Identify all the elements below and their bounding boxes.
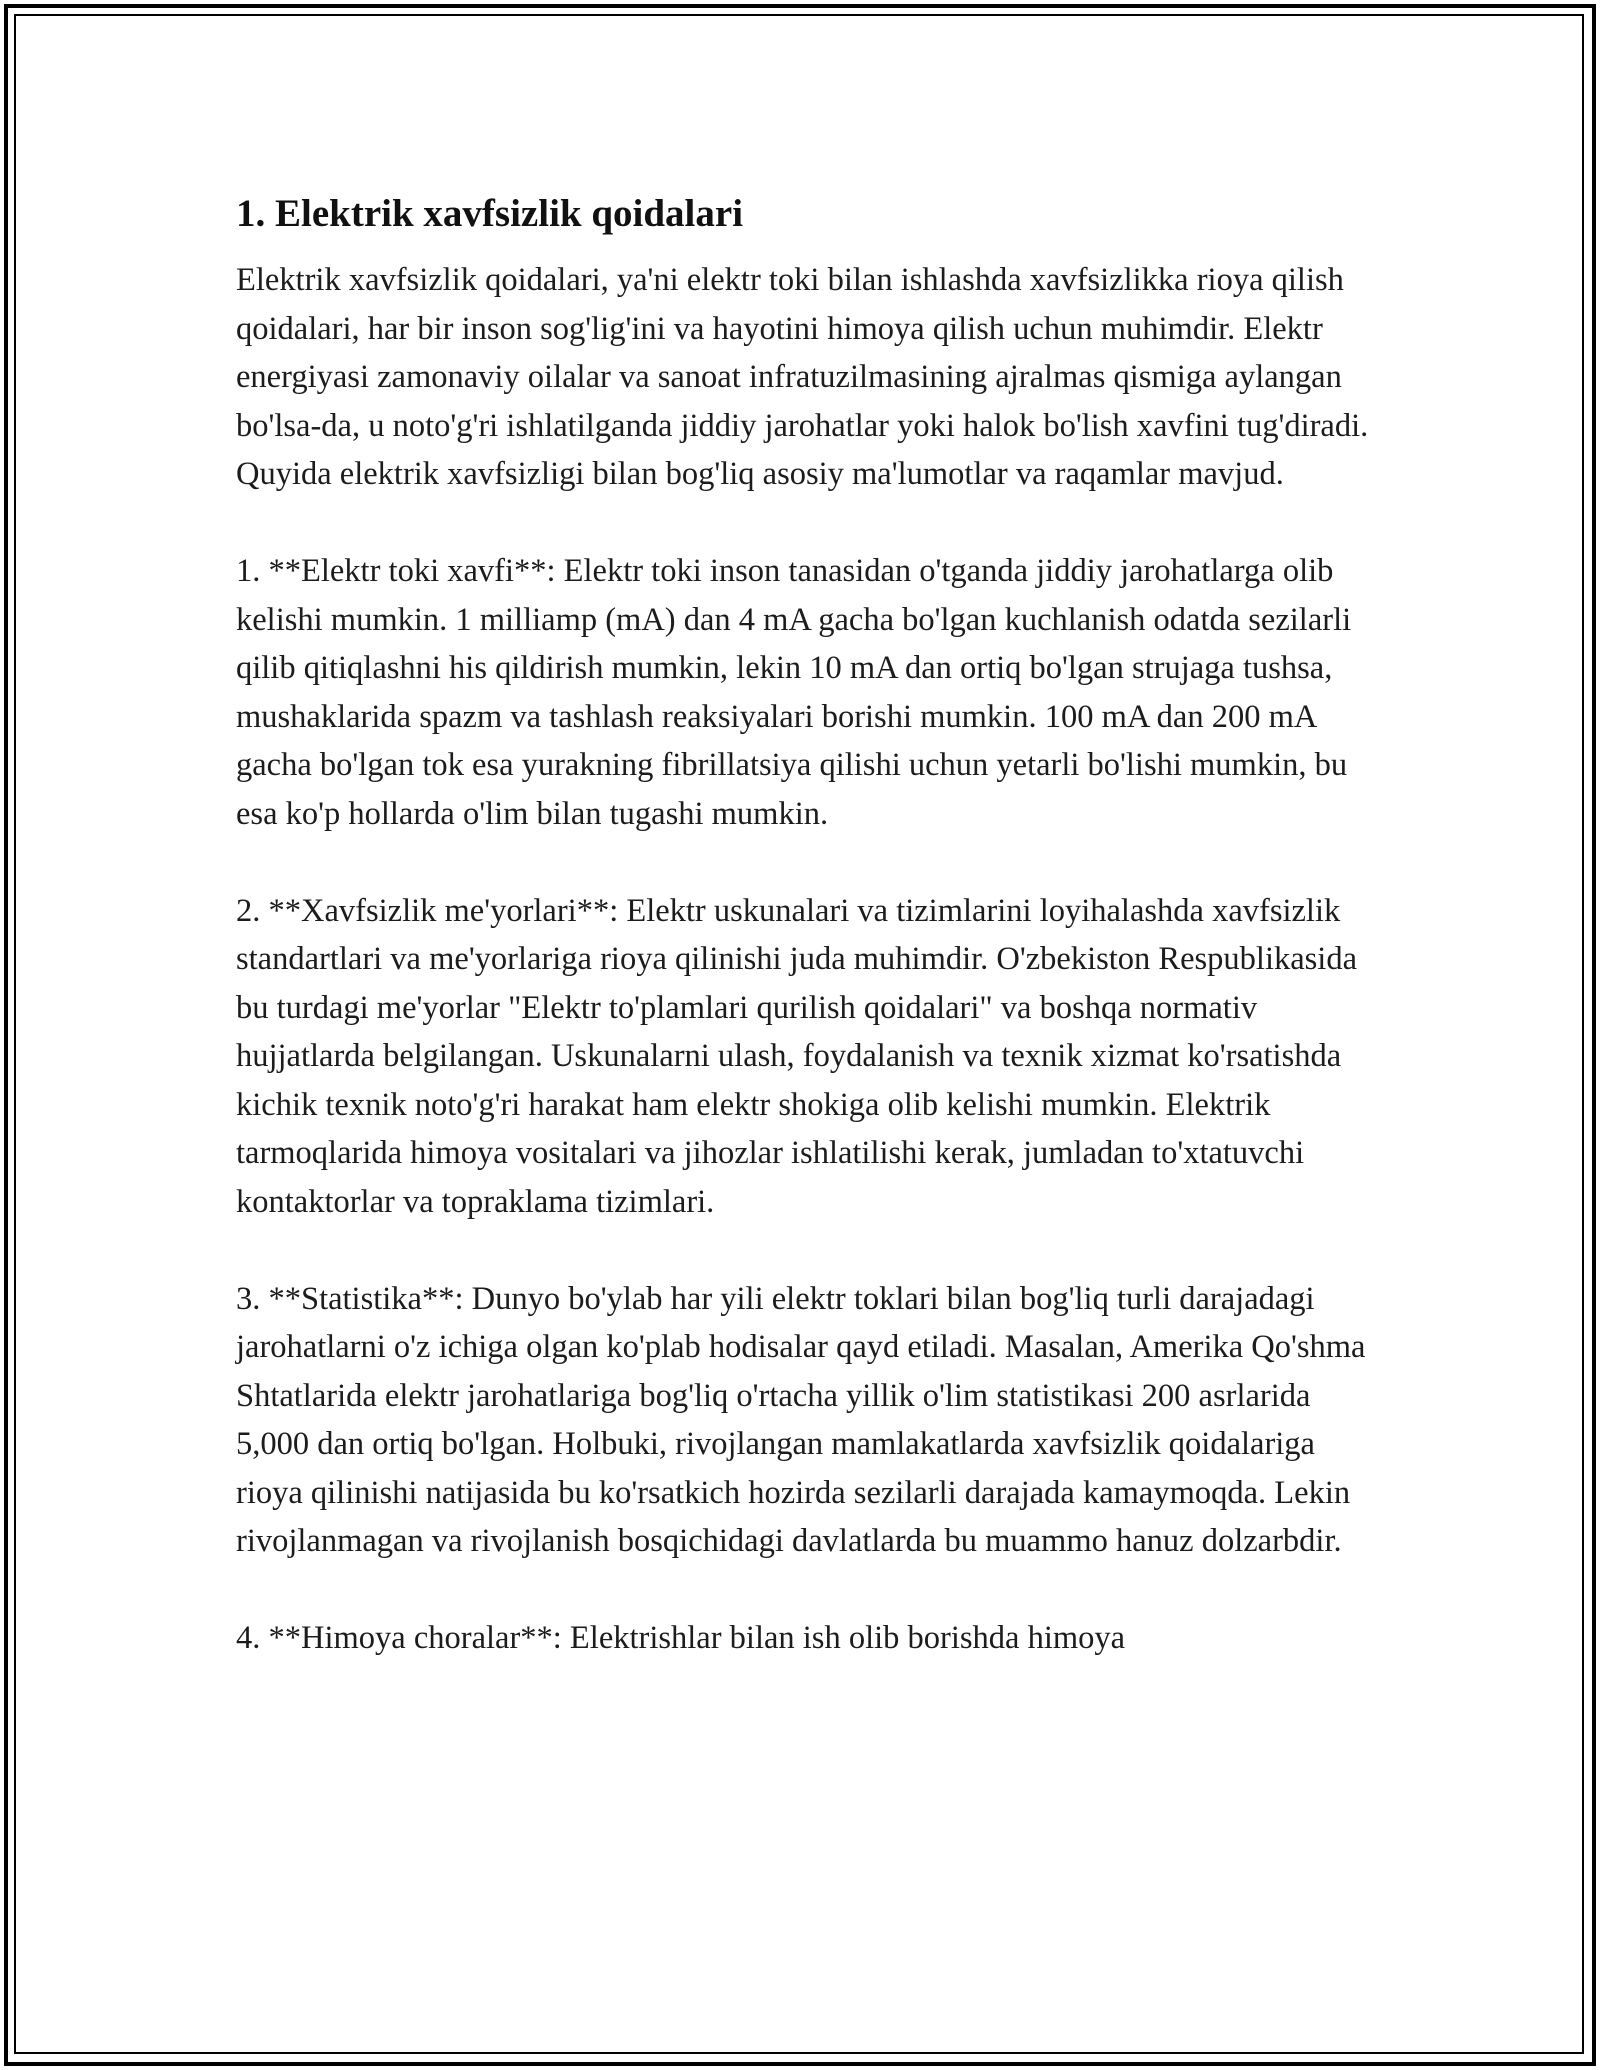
intro-paragraph: Elektrik xavfsizlik qoidalari, ya'ni elektr toki bilan ishlashda xavfsizlikka rioya qilish qoidalari, har bir inson sog'lig'ini va hayotini himoya qilish uchun muhimdir. Elektr energiyasi zamonaviy oilalar va sanoat infratuzilmasining ajralmas qismiga aylangan bo'lsa-da, u noto'g'ri ishlatilganda jiddiy jarohatlar yoki halok bo'lish xavfini tug'diradi. Quyida elektrik xavfsizligi bilan bog'liq asosiy ma'lumotlar va raqamlar mavjud.: [236, 262, 1369, 492]
paragraph-electric-current-danger: 1. **Elektr toki xavfi**: Elektr toki inson tanasidan o'tganda jiddiy jarohatlarga olib kelishi mumkin. 1 milliamp (mA) dan 4 mA gacha bo'lgan kuchlanish odatda sezilarli qilib qitiqlashni his qildirish mumkin, lekin 10 mA dan ortiq bo'lgan strujaga tushsa, mushaklarida spazm va tashlash reaksiyalari borishi mumkin. 100 mA dan 200 mA gacha bo'lgan tok esa yurakning fibrillatsiya qilishi uchun yetarli bo'lishi mumkin, bu esa ko'p hollarda o'lim bilan tugashi mumkin.: [236, 553, 1352, 832]
section-title: 1. Elektrik xavfsizlik qoidalari: [236, 192, 744, 235]
paragraph-statistics: 3. **Statistika**: Dunyo bo'ylab har yili elektr toklari bilan bog'liq turli darajadagi jarohatlarni o'z ichiga olgan ko'plab hodisalar qayd etiladi. Masalan, Amerika Qo'shma Shtatlarida elektr jarohatlariga bog'liq o'rtacha yillik o'lim statistikasi 200 asrlarida 5,000 dan ortiq bo'lgan. Holbuki, rivojlangan mamlakatlarda xavfsizlik qoidalariga rioya qilinishi natijasida bu ko'rsatkich hozirda sezilarli darajada kamaymoqda. Lekin rivojlanmagan va rivojlanish bosqichidagi davlatlarda bu muammo hanuz dolzarbdir.: [236, 1280, 1366, 1559]
paragraph-protective-measures: 4. **Himoya choralar**: Elektrishlar bilan ish olib borishda himoya: [236, 1620, 1126, 1656]
paragraph-safety-standards: 2. **Xavfsizlik me'yorlari**: Elektr uskunalari va tizimlarini loyihalashda xavfsizlik standartlari va me'yorlariga rioya qilinishi juda muhimdir. O'zbekiston Respublikasida bu turdagi me'yorlar "Elektr to'plamlari qurilish qoidalari" va boshqa normativ hujjatlarda belgilangan. Uskunalarni ulash, foydalanish va texnik xizmat ko'rsatishda kichik texnik noto'g'ri harakat ham elektr shokiga olib kelishi mumkin. Elektrik tarmoqlarida himoya vositalari va jihozlar ishlatilishi kerak, jumladan to'xtatuvchi kontaktorlar va topraklama tizimlari.: [236, 892, 1357, 1220]
document-body: [236, 186, 1386, 1711]
